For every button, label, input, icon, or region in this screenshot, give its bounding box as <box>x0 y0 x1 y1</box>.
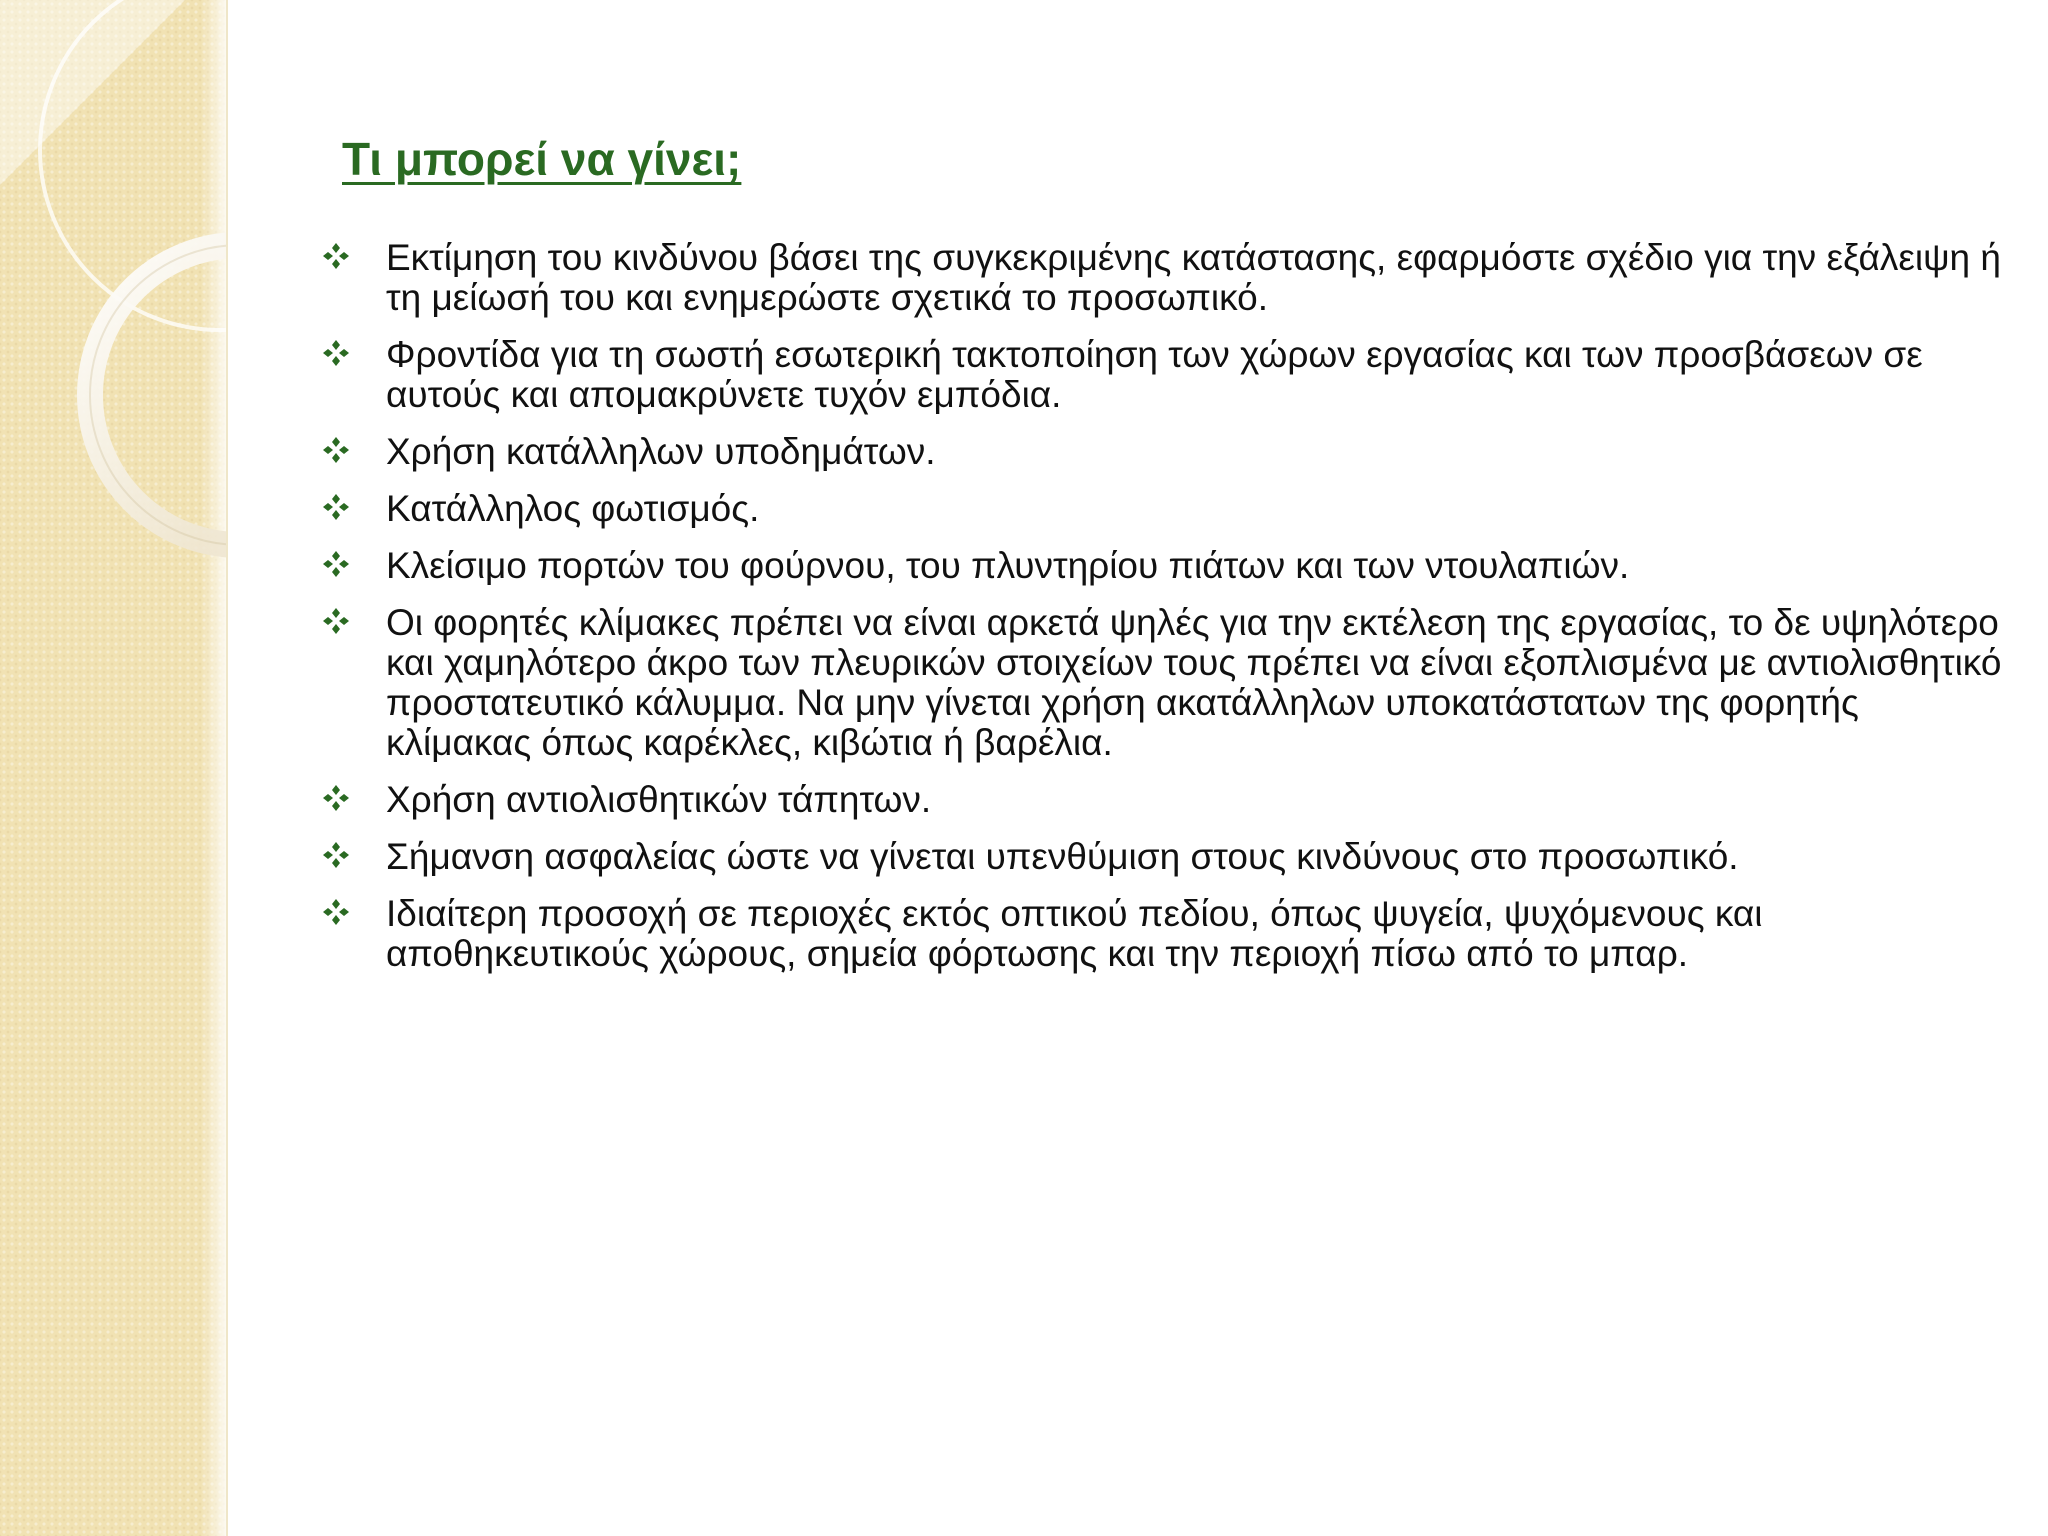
diamond-cluster-bullet-icon <box>322 493 350 521</box>
bullet-text: Κλείσιμο πορτών του φούρνου, του πλυντηρίου πιάτων και των ντουλαπιών. <box>386 545 1630 586</box>
bullet-text: Σήμανση ασφαλείας ώστε να γίνεται υπενθύμιση στους κινδύνους στο προσωπικό. <box>386 836 1739 877</box>
bullet-item <box>322 894 2002 974</box>
diamond-cluster-bullet-icon <box>322 436 350 464</box>
bullet-item <box>322 780 2002 820</box>
bullet-item <box>322 489 2002 529</box>
bullet-item <box>322 238 2002 318</box>
decorative-ring-medium <box>90 245 228 545</box>
diamond-cluster-bullet-icon <box>322 339 350 367</box>
diamond-cluster-bullet-icon <box>322 550 350 578</box>
slide-title: Τι μπορεί να γίνει; <box>342 133 742 185</box>
bullet-list <box>322 238 2002 991</box>
diamond-cluster-bullet-icon <box>322 841 350 869</box>
bullet-text: Οι φορητές κλίμακες πρέπει να είναι αρκετά ψηλές για την εκτέλεση της εργασίας, το δε υψηλότερο και χαμηλότερο άκρο των πλευρικών στοιχείων τους πρέπει να είναι εξοπλισμένα με αντιολισθητικό προστατευτικό κάλυμμα. Να μην γίνεται χρήση ακατάλληλων υποκατάστατων της φορητής κλίμακας όπως καρέκλες, κιβώτια ή βαρέλια. <box>386 602 2002 763</box>
bullet-item <box>322 837 2002 877</box>
diamond-cluster-bullet-icon <box>322 242 350 270</box>
bullet-item <box>322 335 2002 415</box>
bullet-item <box>322 603 2002 763</box>
diamond-cluster-bullet-icon <box>322 607 350 635</box>
bullet-text: Χρήση αντιολισθητικών τάπητων. <box>386 779 932 820</box>
bullet-text: Εκτίμηση του κινδύνου βάσει της συγκεκριμένης κατάστασης, εφαρμόστε σχέδιο για την εξάλειψη ή τη μείωσή του και ενημερώστε σχετικά το προσωπικό. <box>386 237 2001 318</box>
bullet-text: Κατάλληλος φωτισμός. <box>386 488 760 529</box>
bullet-item <box>322 546 2002 586</box>
bullet-item <box>322 432 2002 472</box>
diamond-cluster-bullet-icon <box>322 784 350 812</box>
decorative-rings <box>0 0 228 1536</box>
bullet-text: Ιδιαίτερη προσοχή σε περιοχές εκτός οπτικού πεδίου, όπως ψυγεία, ψυχόμενους και αποθηκευτικούς χώρους, σημεία φόρτωσης και την περιοχή πίσω από το μπαρ. <box>386 893 1763 974</box>
diamond-cluster-bullet-icon <box>322 898 350 926</box>
bullet-text: Χρήση κατάλληλων υποδημάτων. <box>386 431 936 472</box>
bullet-text: Φροντίδα για τη σωστή εσωτερική τακτοποίηση των χώρων εργασίας και των προσβάσεων σε αυτούς και απομακρύνετε τυχόν εμπόδια. <box>386 334 1923 415</box>
band-edge <box>226 0 228 1536</box>
decorative-ring-medium-shadow <box>90 245 228 545</box>
